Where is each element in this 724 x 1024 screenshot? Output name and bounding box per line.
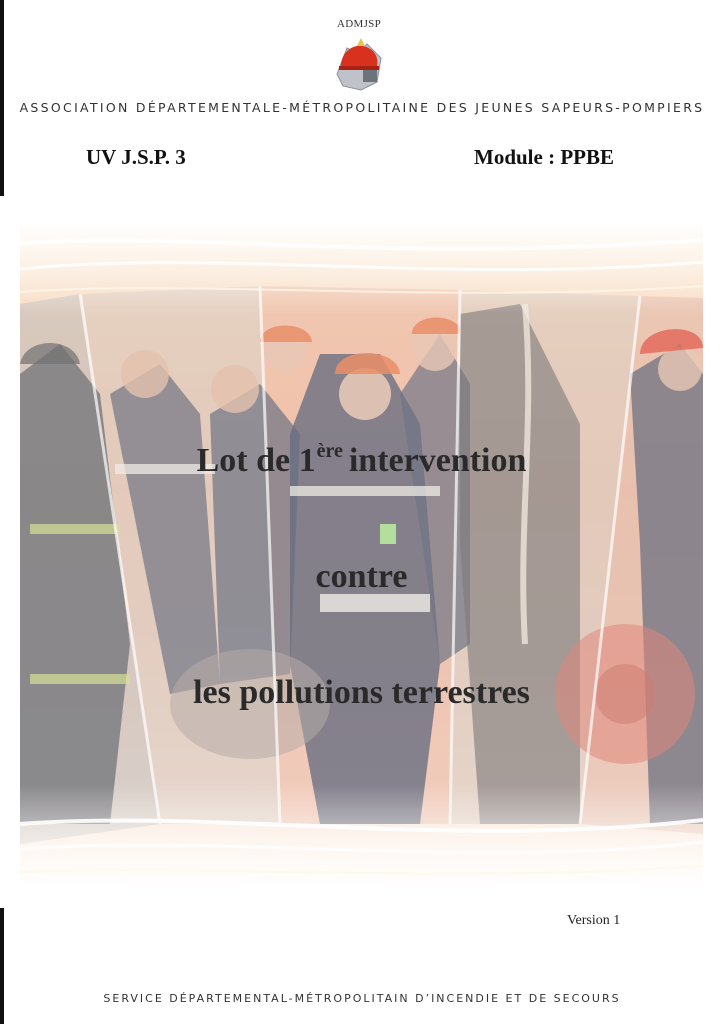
left-margin-bar-bottom [0, 908, 4, 1024]
logo-text: ADMJSP [337, 18, 381, 30]
title-line-3: les pollutions terrestres [193, 674, 530, 711]
image-veil [20, 224, 703, 884]
title-line-1 [20, 440, 703, 480]
cover-illustration [20, 224, 703, 884]
module-label: Module : PPBE [474, 145, 614, 169]
left-margin-bar-top [0, 0, 4, 196]
helmet-icon [331, 32, 387, 92]
title-superscript: ère [316, 440, 343, 462]
uv-label: UV J.S.P. 3 [86, 145, 186, 169]
title-line-2: contre [315, 558, 408, 595]
footer-service-name: SERVICE DÉPARTEMENTAL-MÉTROPOLITAIN D’INCENDIE ET DE SECOURS [103, 992, 621, 1005]
title-line-1-end: intervention [348, 442, 527, 479]
version-label: Version 1 [567, 913, 621, 928]
association-name: ASSOCIATION DÉPARTEMENTALE-MÉTROPOLITAINE DES JEUNES SAPEURS-POMPIERS [19, 100, 705, 115]
title-line-1-start: Lot de 1 [196, 442, 316, 479]
admjsp-logo [327, 18, 391, 94]
